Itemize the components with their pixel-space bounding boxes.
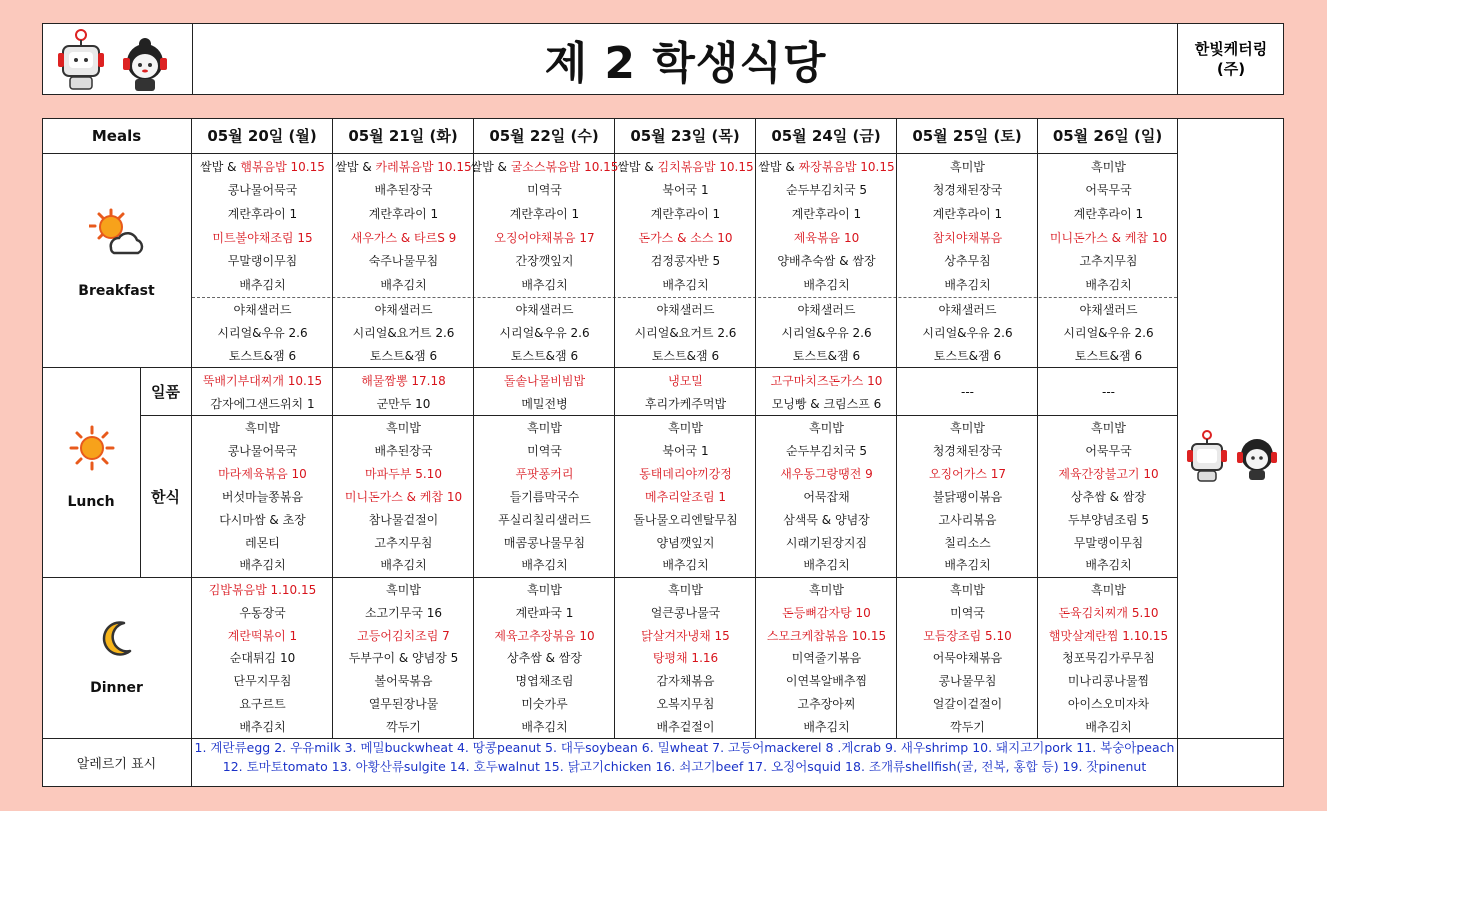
- menu-item: 푸실리칠리샐러드: [498, 512, 591, 527]
- menu-item: 배추김치: [521, 719, 568, 734]
- menu-item: 돈등뼈감자탕 10: [782, 606, 871, 621]
- menu-item: 상추쌈 & 쌈장: [1071, 489, 1146, 504]
- menu-item: 돈육김치찌개 5.10: [1058, 606, 1159, 621]
- lunch-hansik-cell: [615, 417, 756, 577]
- menu-item: 얼큰콩나물국: [650, 606, 721, 621]
- menu-item: 순두부김치국 5: [785, 183, 867, 198]
- lunch-hansik-cell: [1038, 417, 1179, 577]
- menu-item: 돈가스 & 소스 10: [638, 230, 733, 245]
- menu-item: 제육볶음 10: [793, 230, 860, 245]
- ilpum-label: 일품: [151, 383, 180, 401]
- menu-item: 시리얼&우유 2.6: [781, 325, 872, 340]
- menu-item-text: 쌀밥 &: [758, 159, 799, 174]
- meals-header: Meals: [91, 126, 142, 145]
- menu-item: 북어국 1: [662, 444, 709, 459]
- menu-item: 두부구이 & 양념장 5: [348, 651, 459, 666]
- menu-item: 메밀전병: [521, 396, 568, 411]
- menu-item-text: 굴소스볶음밥 10.15: [510, 159, 619, 174]
- dinner-label: Dinner: [90, 680, 143, 696]
- menu-item: 배추김치: [803, 278, 850, 293]
- page-header: [42, 23, 1284, 95]
- menu-item: 냉모밀: [668, 373, 703, 388]
- menu-item: [950, 159, 985, 175]
- dinner-cell: [615, 579, 756, 738]
- menu-item: 계란후라이 1: [1073, 207, 1144, 222]
- menu-item: 계란후라이 1: [227, 207, 298, 222]
- menu-item: 시리얼&우유 2.6: [499, 325, 590, 340]
- breakfast-label: Breakfast: [78, 283, 155, 299]
- menu-item: 뚝배기부대찌개 10.15: [202, 373, 323, 388]
- caterer-suffix: (주): [1216, 60, 1246, 78]
- menu-item: 시리얼&요거트 2.6: [634, 325, 737, 340]
- menu-item: [200, 159, 325, 175]
- mascot-robot-icon: [58, 30, 104, 89]
- lunch-hansik-cell: [192, 417, 333, 577]
- menu-item: 요구르트: [239, 696, 286, 711]
- menu-item: 콩나물어묵국: [227, 183, 298, 198]
- menu-item: 흑미밥: [950, 583, 985, 598]
- menu-item: 시리얼&우유 2.6: [1063, 325, 1154, 340]
- menu-item: 배추된장국: [374, 183, 433, 198]
- menu-item: 들기름막국수: [509, 489, 580, 504]
- dinner-cell: [756, 579, 897, 738]
- menu-item: 배추김치: [662, 558, 709, 573]
- breakfast-side-cell: [615, 299, 756, 367]
- menu-item: 고추지무침: [374, 535, 433, 550]
- menu-item-text: 쌀밥 &: [200, 159, 241, 174]
- lunch-hansik-cell: [474, 417, 615, 577]
- menu-item: 시리얼&우유 2.6: [922, 325, 1013, 340]
- menu-item: 배추김치: [1085, 719, 1132, 734]
- menu-item: 제육간장불고기 10: [1058, 467, 1159, 482]
- menu-item: 배추김치: [239, 719, 286, 734]
- page-title: 제 2 학생식당: [544, 38, 827, 89]
- menu-item: 모듬장조림 5.10: [923, 628, 1012, 643]
- mascot-pair-icon: [1179, 428, 1283, 486]
- menu-item: 칠리소스: [944, 535, 991, 550]
- menu-item: 오징어가스 17: [928, 467, 1007, 482]
- menu-item: 레몬티: [245, 535, 280, 550]
- menu-item: 해물짬뽕 17.18: [361, 373, 446, 388]
- menu-item: 소고기무국 16: [364, 606, 443, 621]
- menu-item: 청경채된장국: [932, 444, 1003, 459]
- sun-icon: [69, 425, 115, 471]
- menu-item: 배추김치: [239, 278, 286, 293]
- breakfast-side-cell: [474, 299, 615, 367]
- menu-item: 배추김치: [1085, 558, 1132, 573]
- menu-item: 배추겉절이: [656, 719, 715, 734]
- menu-item: 검정콩자반 5: [650, 254, 721, 269]
- menu-item-text: 흑미밥: [1091, 159, 1126, 174]
- menu-item: 배추김치: [521, 558, 568, 573]
- menu-item: 메추리알조림 1: [644, 489, 726, 504]
- menu-item: 배추김치: [1085, 278, 1132, 293]
- menu-item: 오복지무침: [656, 696, 715, 711]
- day-header: 05월 24일 (금): [771, 127, 881, 145]
- menu-item: 배추된장국: [374, 444, 433, 459]
- menu-item-text: 쌀밥 &: [470, 159, 511, 174]
- menu-item: 모닝빵 & 크림스프 6: [771, 396, 882, 411]
- caterer-label: 한빛케터링: [1194, 40, 1268, 58]
- breakfast-main-cell: [333, 155, 474, 297]
- menu-item: 야채샐러드: [374, 303, 433, 318]
- menu-item: 야채샐러드: [1079, 303, 1138, 318]
- menu-item: 고구마치즈돈가스 10: [770, 373, 883, 388]
- menu-item: 다시마쌈 & 초장: [219, 512, 306, 527]
- breakfast-main-cell: [615, 155, 756, 297]
- menu-item: 탕평채 1.16: [652, 651, 719, 666]
- day-header: 05월 20일 (월): [207, 127, 317, 145]
- menu-item: 동태데리야끼강정: [639, 467, 732, 482]
- menu-item: 볼어묵볶음: [374, 674, 433, 689]
- menu-item: 배추김치: [662, 278, 709, 293]
- menu-item: 새우동그랑땡전 9: [780, 467, 873, 482]
- menu-item: 고추장아찌: [797, 696, 856, 711]
- breakfast-main-cell: [192, 155, 333, 297]
- menu-item: 명엽채조림: [515, 674, 574, 689]
- menu-item: 흑미밥: [809, 421, 844, 436]
- menu-item: 흑미밥: [527, 583, 562, 598]
- menu-item: 돌솥나물비빔밥: [503, 373, 586, 388]
- day-header: 05월 22일 (수): [489, 127, 599, 145]
- menu-item: 흑미밥: [245, 421, 280, 436]
- menu-item: 토스트&잼 6: [1074, 348, 1143, 363]
- menu-table: [42, 118, 1284, 787]
- menu-item: 야채샐러드: [938, 303, 997, 318]
- menu-item: 아이스오미자차: [1067, 696, 1150, 711]
- menu-item: [758, 159, 894, 175]
- lunch-ilpum-cell: [756, 369, 897, 415]
- menu-item: 흑미밥: [668, 583, 703, 598]
- menu-item-text: 흑미밥: [950, 159, 985, 174]
- menu-item: 깍두기: [950, 719, 985, 734]
- menu-item-text: 짜장볶음밥 10.15: [798, 159, 895, 174]
- menu-item: 계란후라이 1: [791, 207, 862, 222]
- dinner-cell: [474, 579, 615, 738]
- menu-item: 미역국: [527, 183, 562, 198]
- day-header: 05월 26일 (일): [1052, 127, 1163, 145]
- menu-item: 순두부김치국 5: [785, 444, 867, 459]
- menu-item: 청경채된장국: [932, 183, 1003, 198]
- breakfast-side-cell: [192, 299, 333, 367]
- menu-item: 청포묵김가루무침: [1062, 651, 1155, 666]
- menu-item: 야채샐러드: [233, 303, 292, 318]
- menu-item: 닭살겨자냉채 15: [641, 628, 730, 643]
- menu-item: 계란후라이 1: [509, 207, 580, 222]
- menu-item: 배추김치: [944, 278, 991, 293]
- menu-item: 어묵무국: [1085, 444, 1132, 459]
- menu-item: [617, 159, 753, 175]
- menu-item: 배추김치: [803, 719, 850, 734]
- menu-item: 토스트&잼 6: [651, 348, 720, 363]
- menu-item: 배추김치: [380, 558, 427, 573]
- menu-item: 양배추숙쌈 & 쌈장: [777, 254, 876, 269]
- breakfast-side-cell: [756, 299, 897, 367]
- menu-item: 배추김치: [944, 558, 991, 573]
- menu-item: 배추김치: [239, 558, 286, 573]
- menu-item: 이연복알배추찜: [785, 674, 868, 689]
- menu-item: 미숫가루: [521, 696, 568, 711]
- menu-item: 열무된장나물: [368, 696, 439, 711]
- menu-item: [1091, 159, 1126, 175]
- menu-item: 단무지무침: [233, 674, 292, 689]
- lunch-ilpum-cell: [1038, 369, 1179, 415]
- mascot-girl-icon: [123, 38, 167, 91]
- menu-item: 숙주나물무침: [368, 254, 439, 269]
- menu-item: 무말랭이무침: [1073, 535, 1144, 550]
- menu-item: 햄맛살계란찜 1.10.15: [1048, 628, 1169, 643]
- menu-item: 계란떡볶이 1: [227, 628, 298, 643]
- menu-item: 배추김치: [380, 278, 427, 293]
- allergy-label: 알레르기 표시: [76, 757, 157, 772]
- menu-item: 얼갈이겉절이: [932, 696, 1003, 711]
- breakfast-main-cell: [756, 155, 897, 297]
- day-header: 05월 23일 (목): [630, 127, 740, 145]
- menu-item: 야채샐러드: [515, 303, 574, 318]
- lunch-ilpum-cell: [192, 369, 333, 415]
- dinner-cell: [897, 579, 1038, 738]
- menu-item: 푸팟퐁커리: [515, 467, 574, 482]
- dinner-cell: [333, 579, 474, 738]
- menu-item: 매콤콩나물무침: [503, 535, 586, 550]
- menu-item: 흑미밥: [386, 421, 421, 436]
- menu-item: 흑미밥: [668, 421, 703, 436]
- menu-item: 토스트&잼 6: [369, 348, 438, 363]
- menu-item: 어묵야채볶음: [932, 651, 1003, 666]
- lunch-ilpum-cell: [474, 369, 615, 415]
- menu-item: 미트볼야채조림 15: [212, 230, 313, 245]
- dinner-cell: [192, 579, 333, 738]
- menu-item: 시래기된장지짐: [785, 535, 868, 550]
- menu-item: 어묵잡채: [803, 489, 850, 504]
- lunch-label: Lunch: [67, 494, 115, 510]
- menu-item: 어묵무국: [1085, 183, 1132, 198]
- menu-item: 흑미밥: [809, 583, 844, 598]
- caterer-name: [1177, 24, 1284, 94]
- menu-item: 감자채볶음: [656, 674, 715, 689]
- menu-item: 미니돈가스 & 케찹 10: [344, 489, 463, 504]
- breakfast-main-cell: [470, 155, 619, 297]
- menu-item: 야채샐러드: [797, 303, 856, 318]
- menu-item: [335, 159, 471, 175]
- menu-item: 흑미밥: [1091, 421, 1126, 436]
- menu-item-text: 김치볶음밥 10.15: [657, 159, 754, 174]
- menu-item: 흑미밥: [950, 421, 985, 436]
- menu-item: 스모크케찹볶음 10.15: [766, 628, 887, 643]
- menu-item: 간장깻잎지: [515, 254, 574, 269]
- breakfast-side-cell: [333, 299, 474, 367]
- menu-item: 시리얼&요거트 2.6: [352, 325, 455, 340]
- menu-item: 계란후라이 1: [650, 207, 721, 222]
- menu-item: 제육고추장볶음 10: [494, 628, 595, 643]
- menu-item: [471, 159, 619, 175]
- allergy-info: 1. 계란류egg 2. 우유milk 3. 메밀buckwheat 4. 땅콩peanut 5. 대두soybean 6. 밀wheat 7. 고등어mackerel 8 .게crab 9. 새우shrimp 10. 돼지고기pork 11. 복숭아peach 12. 토마토tomato 13. 아황산류sulgite 14. 호두walnut 15. 닭고기chicken 16. 쇠고기beef 17. 오징어squid 18. 조개류shellfish(굴, 전복, 홍합 등) 19. 잣pinenut: [194, 740, 1175, 774]
- menu-item: 계란파국 1: [515, 606, 574, 621]
- menu-item: 콩나물무침: [938, 674, 997, 689]
- header-logo: [43, 24, 193, 94]
- menu-item: 깍두기: [386, 719, 421, 734]
- lunch-ilpum-cell: [897, 369, 1038, 415]
- menu-item: 무말랭이무침: [227, 254, 298, 269]
- menu-item: 버섯마늘쫑볶음: [221, 489, 304, 504]
- day-header: 05월 21일 (화): [348, 127, 458, 145]
- menu-item: 상추쌈 & 쌈장: [507, 651, 582, 666]
- lunch-ilpum-cell: [333, 369, 474, 415]
- menu-item: 고사리볶음: [938, 512, 997, 527]
- menu-item: 토스트&잼 6: [510, 348, 579, 363]
- menu-item: 북어국 1: [662, 183, 709, 198]
- menu-item: 새우가스 & 타르S 9: [350, 230, 457, 245]
- menu-item: 불닭팽이볶음: [932, 489, 1003, 504]
- menu-item: ---: [1102, 385, 1115, 399]
- menu-item-text: 쌀밥 &: [617, 159, 658, 174]
- dinner-cell: [1038, 579, 1179, 738]
- menu-item: 후리가케주먹밥: [644, 396, 727, 411]
- menu-item: 흑미밥: [527, 421, 562, 436]
- menu-item: 토스트&잼 6: [228, 348, 297, 363]
- menu-item: 양념깻잎지: [656, 535, 715, 550]
- menu-item: 배추김치: [803, 558, 850, 573]
- menu-item: 계란후라이 1: [368, 207, 439, 222]
- menu-item: 돌나물오리엔탈무침: [633, 512, 738, 527]
- lunch-hansik-cell: [756, 417, 897, 577]
- menu-item: 참나물겉절이: [368, 512, 439, 527]
- menu-item: 마파두부 5.10: [365, 467, 442, 482]
- breakfast-main-cell: [897, 155, 1038, 297]
- menu-item: 미역국: [950, 606, 985, 621]
- lunch-hansik-cell: [897, 417, 1038, 577]
- menu-item: 고등어김치조림 7: [357, 628, 450, 643]
- menu-item: 배추김치: [521, 278, 568, 293]
- menu-item: 토스트&잼 6: [792, 348, 861, 363]
- menu-item: 미니돈가스 & 케찹 10: [1049, 230, 1168, 245]
- moon-icon: [102, 620, 134, 658]
- menu-item-text: 카레볶음밥 10.15: [375, 159, 472, 174]
- menu-item: 야채샐러드: [656, 303, 715, 318]
- menu-item: 흑미밥: [1091, 583, 1126, 598]
- menu-item: 미역줄기볶음: [791, 651, 862, 666]
- menu-item: 고추지무침: [1079, 254, 1138, 269]
- menu-item: 오징어야채볶음 17: [494, 230, 595, 245]
- menu-item: 계란후라이 1: [932, 207, 1003, 222]
- menu-item: 김밥볶음밥 1.10.15: [208, 583, 317, 598]
- menu-item: 군만두 10: [376, 396, 431, 411]
- menu-item: 감자에그샌드위치 1: [210, 396, 315, 411]
- menu-item-text: 햄볶음밥 10.15: [240, 159, 325, 174]
- menu-item: 두부양념조림 5: [1067, 512, 1149, 527]
- menu-item: 참치야채볶음: [932, 230, 1003, 245]
- lunch-hansik-cell: [333, 417, 474, 577]
- menu-item: 시리얼&우유 2.6: [217, 325, 308, 340]
- menu-item: 미역국: [527, 444, 562, 459]
- menu-item: ---: [961, 385, 974, 399]
- breakfast-main-cell: [1038, 155, 1179, 297]
- menu-item: 우동장국: [239, 606, 286, 621]
- menu-item: 미나리콩나물찜: [1067, 674, 1150, 689]
- sun-cloud-icon: [89, 208, 145, 258]
- day-header: 05월 25일 (토): [912, 127, 1022, 145]
- menu-item: 순대튀김 10: [229, 651, 296, 666]
- hansik-label: 한식: [151, 488, 180, 506]
- breakfast-side-cell: [897, 299, 1038, 367]
- menu-item: 흑미밥: [386, 583, 421, 598]
- menu-item-text: 쌀밥 &: [335, 159, 376, 174]
- menu-item: 토스트&잼 6: [933, 348, 1002, 363]
- breakfast-side-cell: [1038, 299, 1179, 367]
- menu-item: 상추무침: [944, 254, 991, 269]
- menu-item: 콩나물어묵국: [227, 444, 298, 459]
- lunch-ilpum-cell: [615, 369, 756, 415]
- menu-item: 마라제육볶음 10: [218, 467, 307, 482]
- menu-item: 삼색묵 & 양념장: [783, 512, 870, 527]
